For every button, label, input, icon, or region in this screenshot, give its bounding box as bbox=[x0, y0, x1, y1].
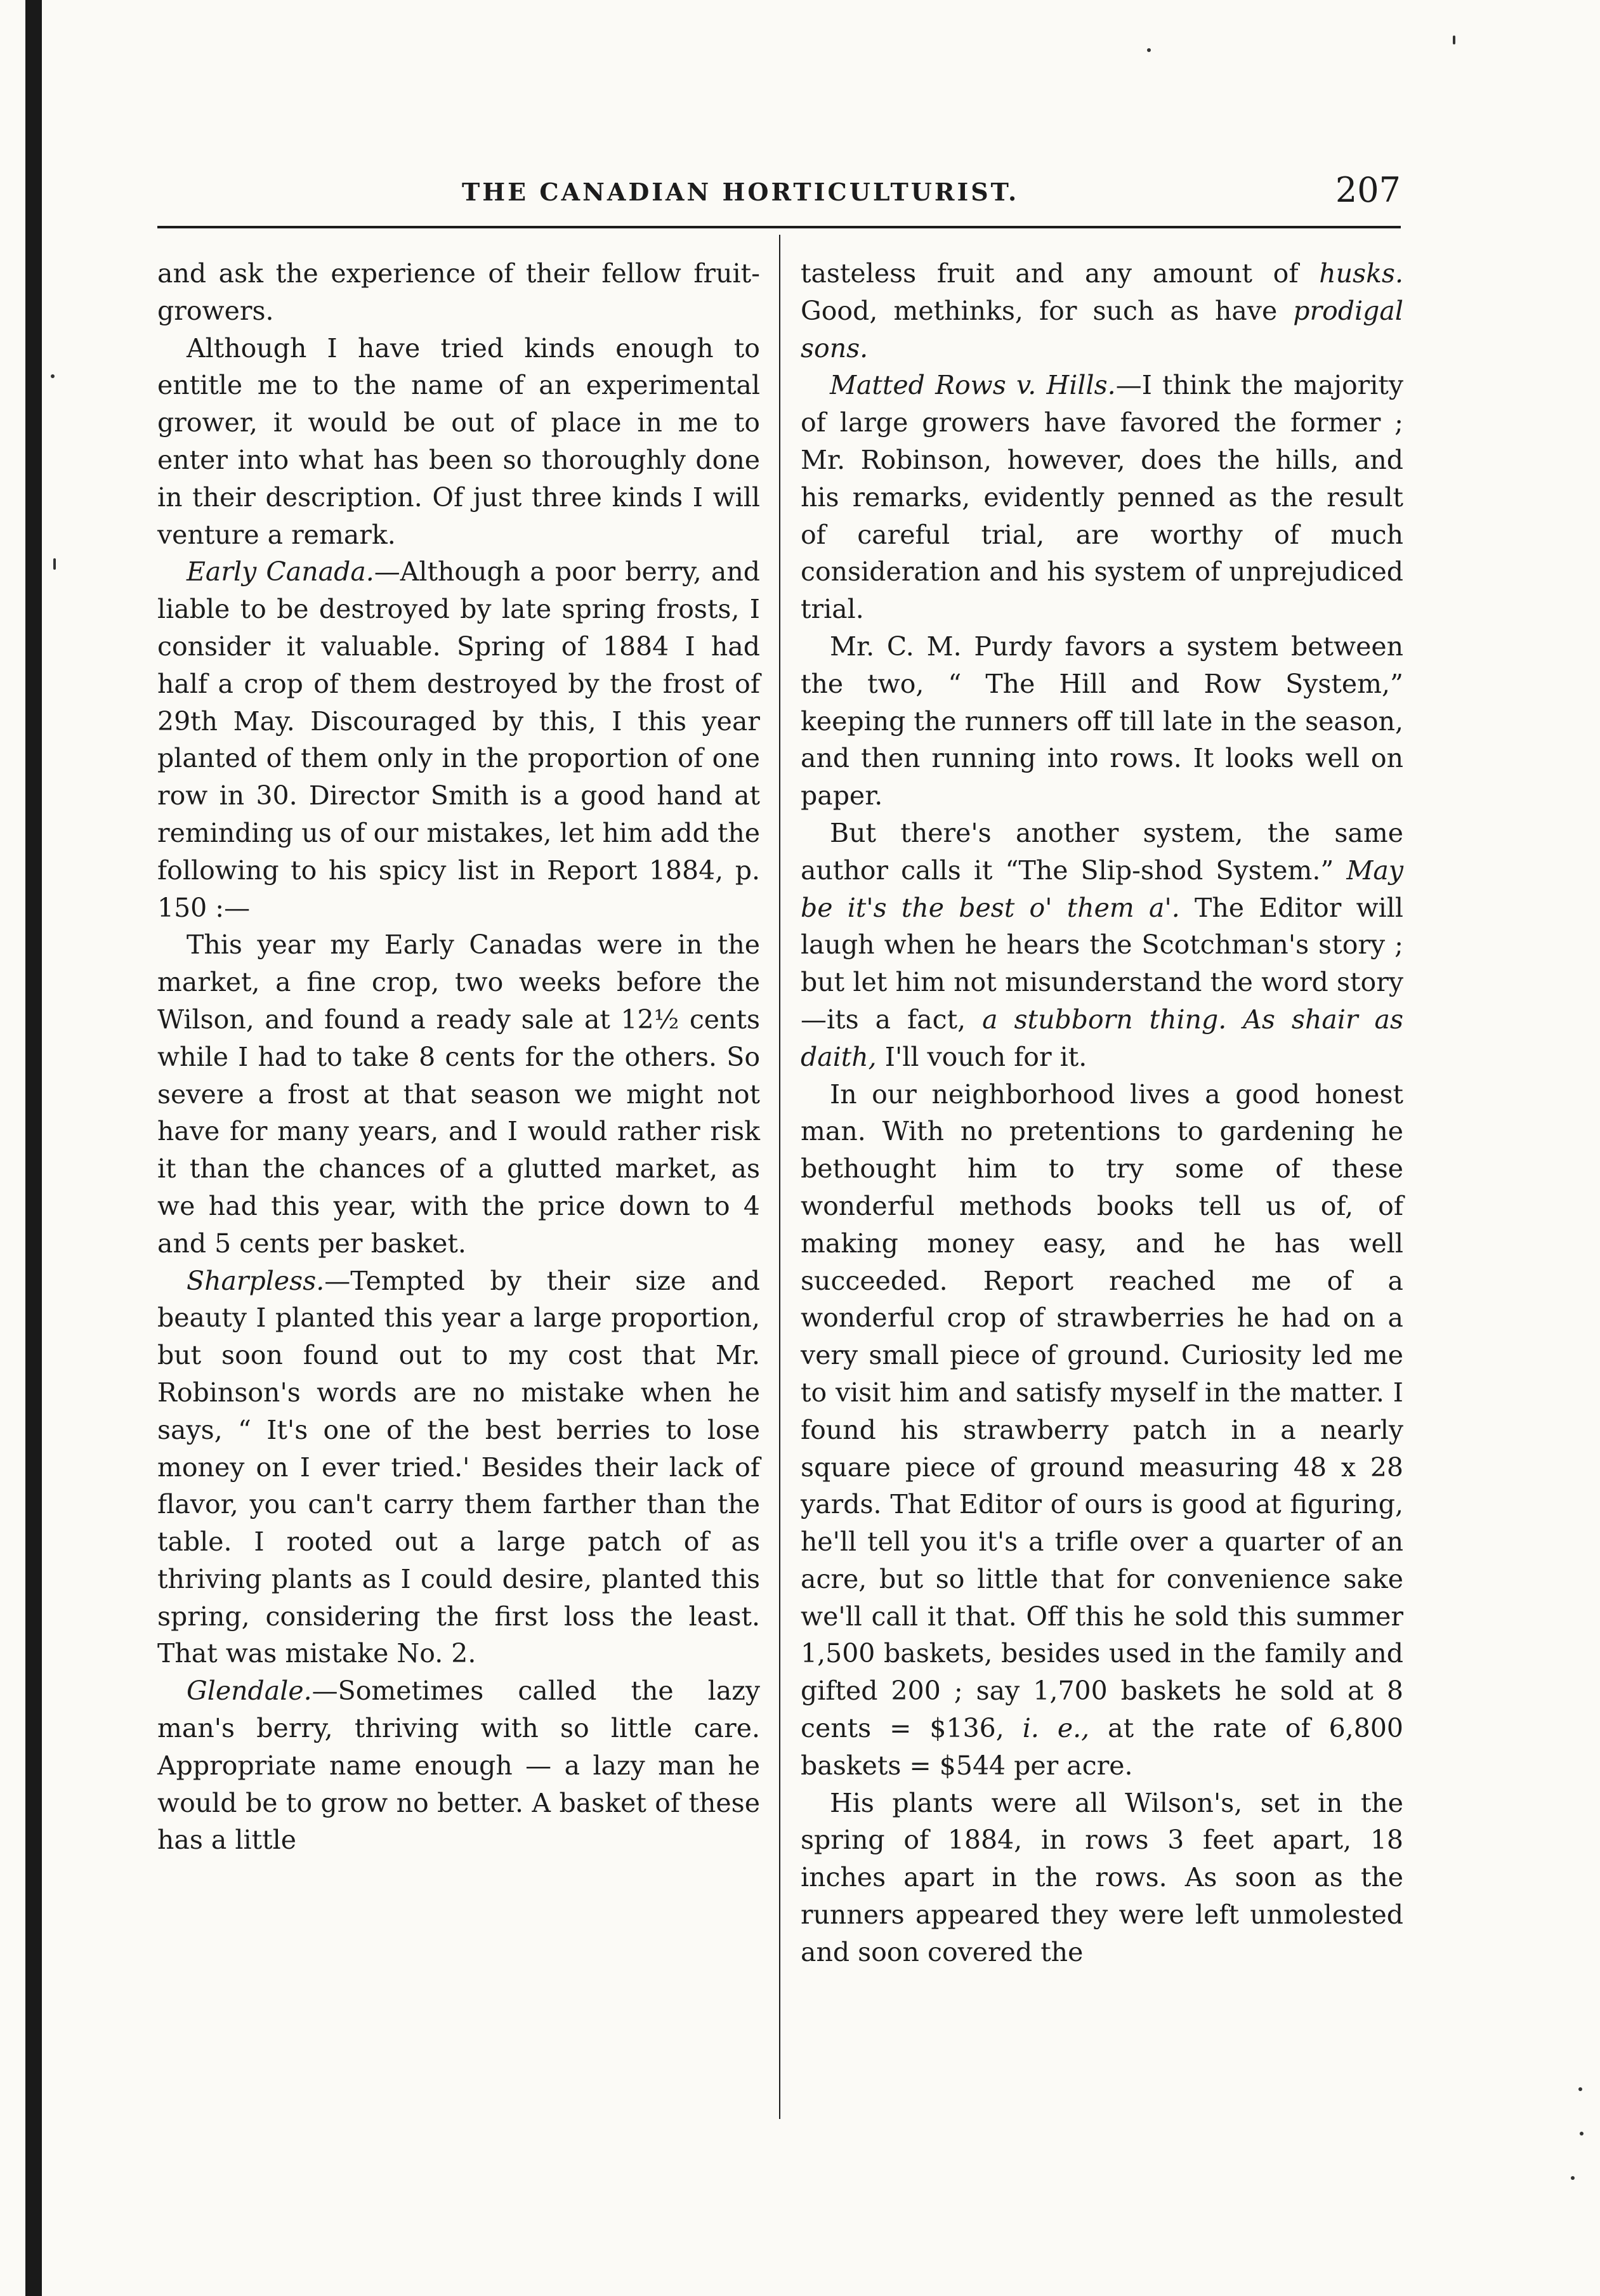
emphasis: i. e., bbox=[1022, 1713, 1090, 1744]
scan-speck bbox=[1571, 2176, 1575, 2180]
paragraph-text: I'll vouch for it. bbox=[876, 1041, 1087, 1072]
paragraph bbox=[801, 815, 1403, 1076]
paragraph bbox=[157, 1263, 760, 1673]
scan-speck bbox=[53, 558, 56, 570]
paragraph-text: In our neighborhood lives a good honest man. With no pretentions to gardening he bethought him to try some of these wonderful methods books tell us of, of making money easy, and he has well succeeded. Report reached me of a wonderful crop of strawberries he had on a very small piece of ground. Curiosity led me to visit him and satisfy myself in the matter. I found his strawberry patch in a nearly square piece of ground measuring 48 x 28 yards. That Editor of ours is good at figuring, he'll tell you it's a trifle over a quarter of an acre, but so little that for convenience sake we'll call it that. Off this he sold this summer 1,500 baskets, besides used in the family and gifted 200 ; say 1,700 baskets he sold at 8 cents = $136, bbox=[801, 1079, 1403, 1744]
paragraph-text: The Editor will laugh when he hears the Scotchman's story ; but let him not misunderstand the word story—its a fact, bbox=[801, 892, 1403, 1035]
paragraph bbox=[801, 255, 1403, 367]
header-rule bbox=[157, 226, 1401, 228]
scan-speck bbox=[1453, 36, 1455, 44]
paragraph-text: —Although a poor berry, and liable to be destroyed by late spring frosts, I consider it valuable. Spring of 1884 I had half a crop of them destroyed by the frost of 29th May. Discouraged by this, I this year planted of them only in the proportion of one row in 30. Director Smith is a good hand at reminding us of our mistakes, let him add the following to his spicy list in Report 1884, p. 150 :— bbox=[157, 556, 760, 923]
scan-speck bbox=[1580, 2132, 1584, 2135]
page-header bbox=[157, 170, 1401, 221]
emphasis: May be it's the best o' them a'. bbox=[801, 855, 1403, 923]
emphasis: a stubborn thing. As shair as daith, bbox=[801, 1004, 1404, 1072]
paragraph: and ask the experience of their fellow fruit-growers. bbox=[157, 258, 760, 326]
paragraph: This year my Early Canadas were in the market, a fine crop, two weeks before the Wilson, and found a ready sale at 12½ cents while I had to take 8 cents for the others. So severe a frost at that season we might not have for many years, and I would rather risk it than the chances of a glutted market, as we had this year, with the price down to 4 and 5 cents per basket. bbox=[157, 929, 760, 1259]
section-heading: Matted Rows v. Hills. bbox=[830, 370, 1116, 401]
paragraph-text: —Sometimes called the lazy man's berry, thriving with so little care. Appropriate name enough — a lazy man he would be to grow no better. A basket of these has a little bbox=[157, 1676, 760, 1856]
page-number: 207 bbox=[1335, 170, 1401, 210]
paragraph-text: at the rate of 6,800 baskets = $544 per acre. bbox=[801, 1713, 1404, 1781]
left-column bbox=[157, 255, 760, 1859]
paragraph bbox=[801, 1076, 1403, 1785]
scan-speck bbox=[1147, 48, 1151, 52]
paragraph-text: —I think the majority of large growers have favored the former ; Mr. Robinson, however, does the hills, and his remarks, evidently penned as the result of careful trial, are worthy of much consideration and his system of unprejudiced trial. bbox=[801, 370, 1403, 625]
page-binding-edge bbox=[25, 0, 42, 2296]
paragraph: His plants were all Wilson's, set in the spring of 1884, in rows 3 feet apart, 18 inches apart in the rows. As soon as the runners appeared they were left unmolested and soon covered the bbox=[801, 1787, 1403, 1967]
paragraph: Although I have tried kinds enough to entitle me to the name of an experimental grower, it would be out of place in me to enter into what has been so thoroughly done in their description. Of just three kinds I will venture a remark. bbox=[157, 332, 760, 550]
column-divider bbox=[779, 235, 780, 2119]
paragraph: Mr. C. M. Purdy favors a system between the two, “ The Hill and Row System,” keeping the runners off till late in the season, and then running into rows. It looks well on paper. bbox=[801, 631, 1404, 811]
paragraph-text: Good, methinks, for such as have bbox=[801, 295, 1294, 326]
emphasis: husks. bbox=[1319, 258, 1403, 289]
paragraph bbox=[157, 1672, 760, 1859]
section-heading: Early Canada. bbox=[187, 556, 374, 587]
paragraph-text: —Tempted by their size and beauty I planted this year a large proportion, but soon found out to my cost that Mr. Robinson's words are no mistake when he says, “ It's one of the best berries to lose money on I ever tried.' Besides their lack of flavor, you can't carry them farther than the table. I rooted out a large patch of as thriving plants as I could desire, planted this spring, considering the first loss the least. That was mistake No. 2. bbox=[157, 1265, 760, 1669]
right-column bbox=[801, 255, 1403, 1971]
scan-speck bbox=[1578, 2087, 1582, 2091]
paragraph-text: But there's another system, the same author calls it “The Slip-shod System.” bbox=[801, 817, 1403, 886]
running-title: THE CANADIAN HORTICULTURIST. bbox=[462, 178, 1020, 206]
scan-speck bbox=[51, 374, 55, 378]
paragraph bbox=[801, 367, 1403, 628]
paragraph-text: tasteless fruit and any amount of bbox=[801, 258, 1320, 289]
emphasis: prodigal sons. bbox=[801, 295, 1403, 364]
section-heading: Sharpless. bbox=[187, 1265, 325, 1296]
section-heading: Glendale. bbox=[187, 1676, 312, 1707]
paragraph bbox=[157, 553, 760, 926]
